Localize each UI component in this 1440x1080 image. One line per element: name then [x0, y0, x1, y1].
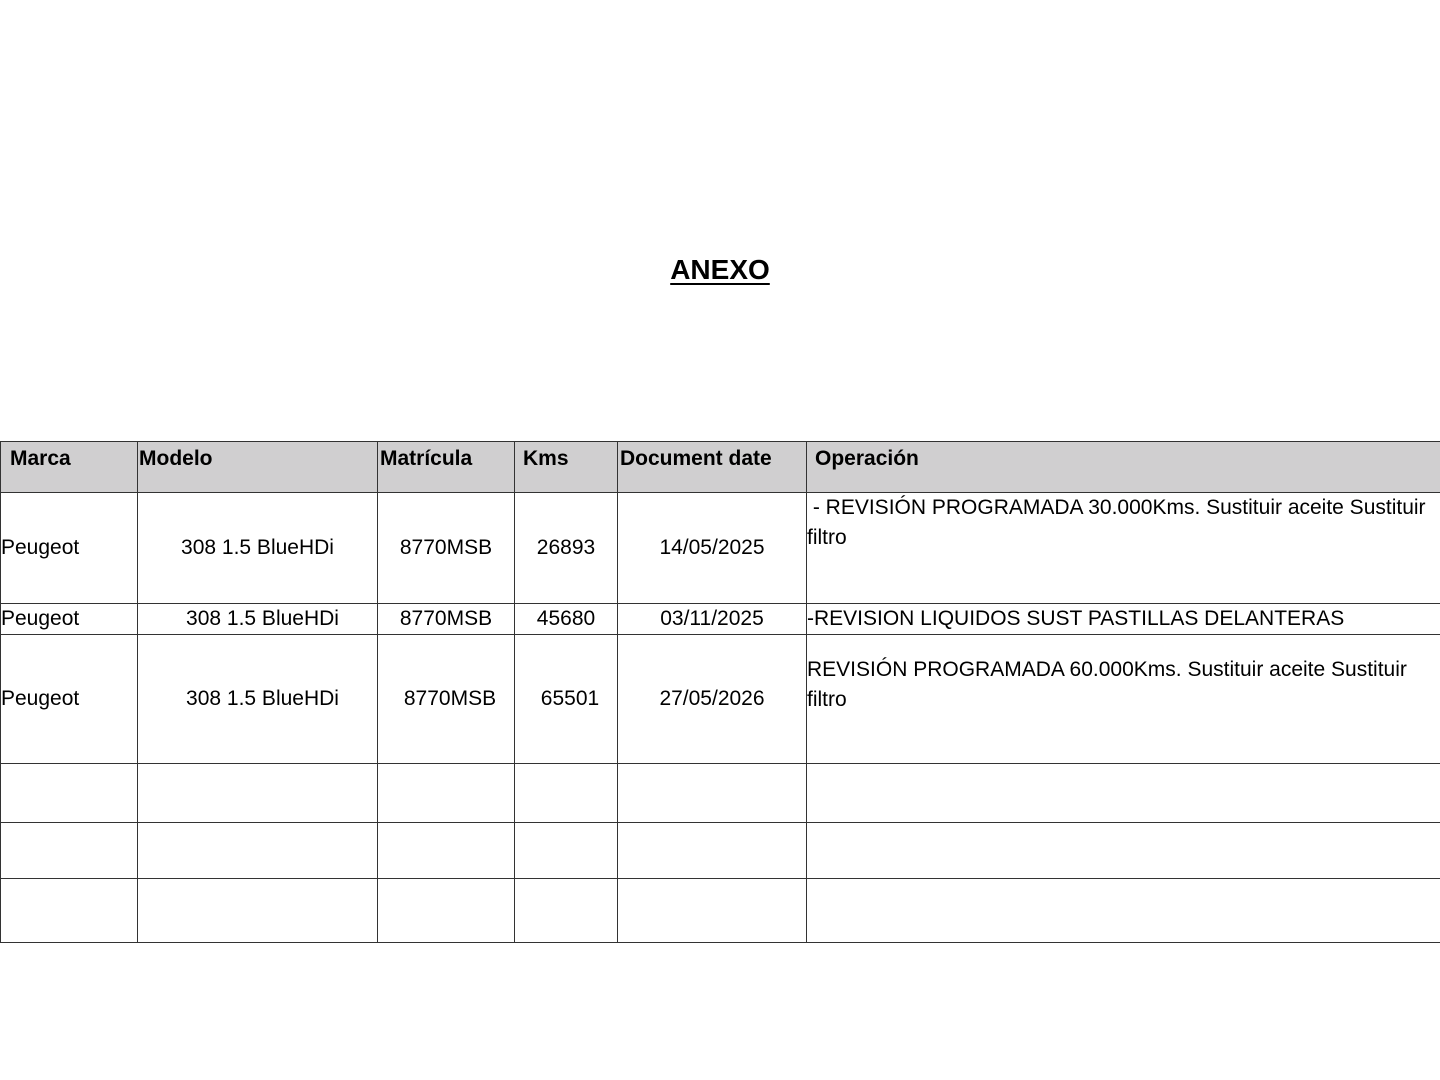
cell-marca: Peugeot	[1, 604, 138, 635]
cell-empty	[807, 764, 1440, 823]
cell-empty	[807, 879, 1440, 943]
header-operacion: Operación	[807, 442, 1440, 493]
maintenance-table	[0, 441, 1440, 943]
table-row	[1, 604, 1440, 635]
table-row	[1, 635, 1440, 764]
table-row-empty	[1, 879, 1440, 943]
cell-empty	[515, 823, 618, 879]
cell-empty	[618, 879, 807, 943]
cell-empty	[138, 879, 378, 943]
cell-empty	[1, 764, 138, 823]
table-row	[1, 493, 1440, 604]
cell-operacion: - REVISIÓN PROGRAMADA 30.000Kms. Sustituir aceite Sustituir filtro	[807, 493, 1440, 604]
page-title: ANEXO	[670, 254, 770, 285]
cell-document-date: 14/05/2025	[618, 493, 807, 604]
table-row-empty	[1, 764, 1440, 823]
cell-document-date: 27/05/2026	[618, 635, 807, 764]
cell-empty	[378, 823, 515, 879]
cell-empty	[807, 823, 1440, 879]
cell-empty	[515, 879, 618, 943]
cell-marca: Peugeot	[1, 635, 138, 764]
cell-empty	[1, 879, 138, 943]
cell-matricula: 8770MSB	[378, 604, 515, 635]
cell-empty	[378, 879, 515, 943]
cell-empty	[138, 764, 378, 823]
cell-marca: Peugeot	[1, 493, 138, 604]
header-document-date: Document date	[618, 442, 807, 493]
cell-modelo: 308 1.5 BlueHDi	[138, 493, 378, 604]
table-header-row	[1, 442, 1440, 493]
header-modelo: Modelo	[138, 442, 378, 493]
table-row-empty	[1, 823, 1440, 879]
header-marca: Marca	[1, 442, 138, 493]
cell-kms: 65501	[515, 635, 618, 764]
cell-empty	[1, 823, 138, 879]
header-kms: Kms	[515, 442, 618, 493]
cell-modelo: 308 1.5 BlueHDi	[138, 635, 378, 764]
cell-kms: 26893	[515, 493, 618, 604]
cell-kms: 45680	[515, 604, 618, 635]
cell-empty	[618, 764, 807, 823]
cell-matricula: 8770MSB	[378, 493, 515, 604]
cell-empty	[378, 764, 515, 823]
header-matricula: Matrícula	[378, 442, 515, 493]
cell-empty	[515, 764, 618, 823]
cell-operacion: -REVISION LIQUIDOS SUST PASTILLAS DELANTERAS	[807, 604, 1440, 635]
cell-empty	[618, 823, 807, 879]
cell-document-date: 03/11/2025	[618, 604, 807, 635]
cell-empty	[138, 823, 378, 879]
cell-modelo: 308 1.5 BlueHDi	[138, 604, 378, 635]
cell-matricula: 8770MSB	[378, 635, 515, 764]
cell-operacion: REVISIÓN PROGRAMADA 60.000Kms. Sustituir aceite Sustituir filtro	[807, 635, 1440, 764]
